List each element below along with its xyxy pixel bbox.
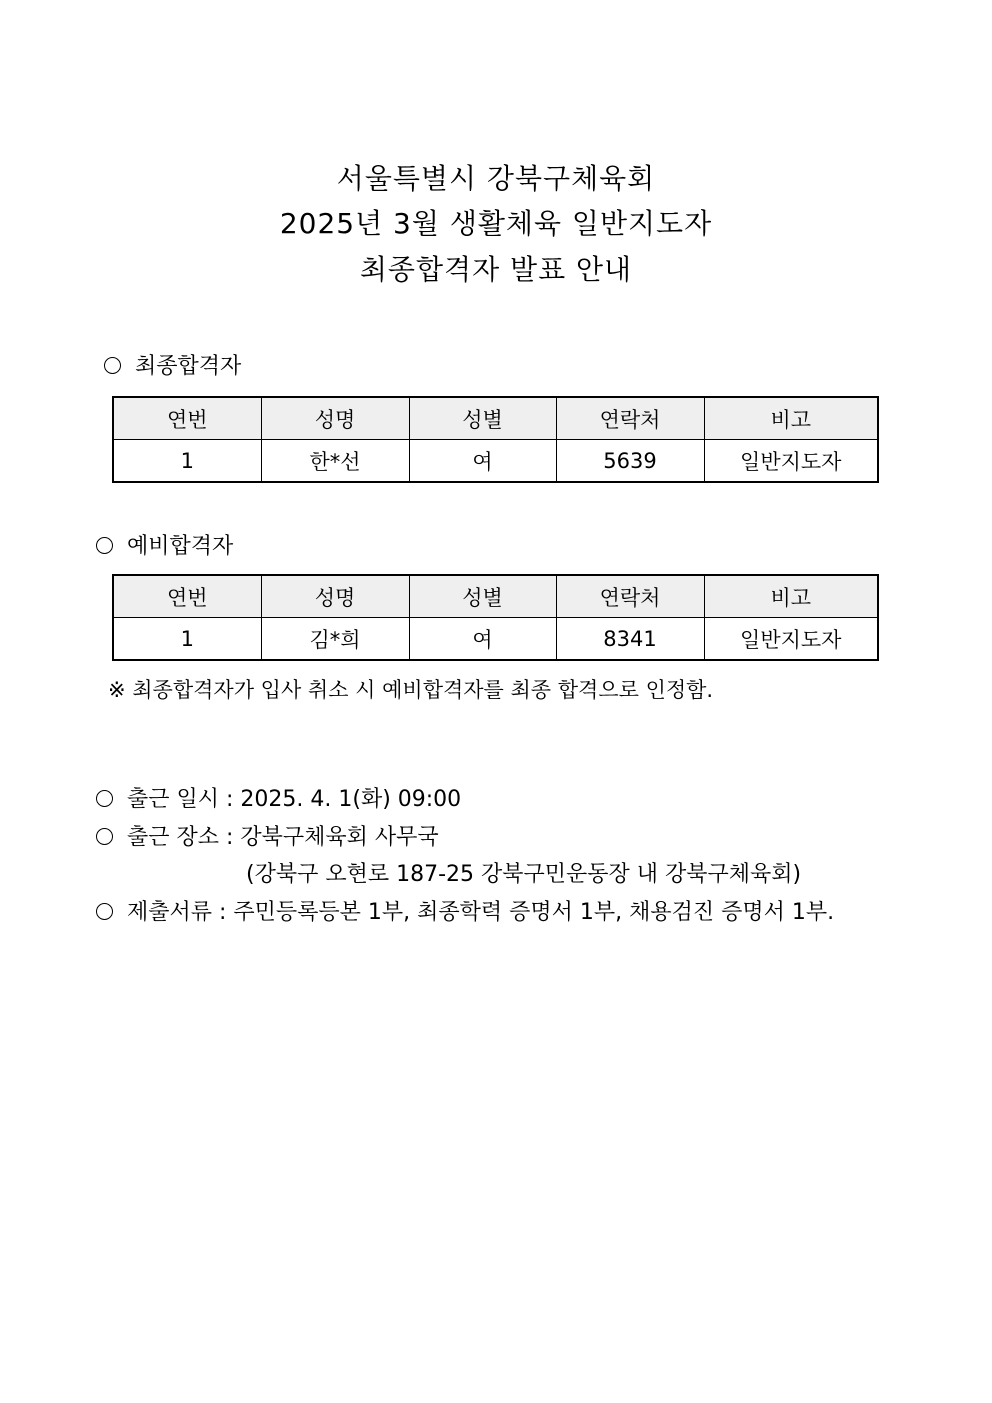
reserve-section-heading <box>96 533 233 561</box>
title-line-1: 서울특별시 강북구체육회 <box>336 162 656 195</box>
start-date-line <box>96 786 461 814</box>
column-header: 성명 <box>261 575 409 618</box>
column-header: 성별 <box>409 397 556 440</box>
circle-bullet-icon <box>96 537 113 554</box>
address-line: (강북구 오현로 187-25 강북구민운동장 내 강북구체육회) <box>246 862 802 887</box>
table-row <box>113 440 878 483</box>
start-date-text: 출근 일시 : 2025. 4. 1(화) 09:00 <box>127 787 462 812</box>
title-line-3: 최종합격자 발표 안내 <box>359 253 633 286</box>
reserve-note: ※ 최종합격자가 입사 취소 시 예비합격자를 최종 합격으로 인정함. <box>108 678 714 702</box>
column-header: 연락처 <box>556 575 704 618</box>
reserve-heading-text: 예비합격자 <box>127 534 234 559</box>
table-cell: 5639 <box>556 440 704 483</box>
table-cell: 여 <box>409 618 556 661</box>
final-table <box>112 396 879 483</box>
table-cell: 일반지도자 <box>704 440 878 483</box>
table-cell: 일반지도자 <box>704 618 878 661</box>
circle-bullet-icon <box>96 903 113 920</box>
table-cell: 1 <box>113 618 261 661</box>
location-text: 출근 장소 : 강북구체육회 사무국 <box>127 825 439 850</box>
table-cell: 여 <box>409 440 556 483</box>
table-cell: 김*희 <box>261 618 409 661</box>
column-header: 비고 <box>704 397 878 440</box>
final-section-heading <box>104 353 241 381</box>
table-header-row <box>113 575 878 618</box>
column-header: 연번 <box>113 575 261 618</box>
column-header: 비고 <box>704 575 878 618</box>
final-heading-text: 최종합격자 <box>135 354 242 379</box>
table-row <box>113 618 878 661</box>
table-cell: 8341 <box>556 618 704 661</box>
column-header: 성별 <box>409 575 556 618</box>
circle-bullet-icon <box>96 828 113 845</box>
circle-bullet-icon <box>104 357 121 374</box>
title-line-2: 2025년 3월 생활체육 일반지도자 <box>279 207 713 240</box>
table-cell: 한*선 <box>261 440 409 483</box>
reserve-table <box>112 574 879 661</box>
location-line <box>96 824 439 852</box>
column-header: 성명 <box>261 397 409 440</box>
table-cell: 1 <box>113 440 261 483</box>
column-header: 연락처 <box>556 397 704 440</box>
column-header: 연번 <box>113 397 261 440</box>
circle-bullet-icon <box>96 790 113 807</box>
documents-line <box>96 899 834 927</box>
table-header-row <box>113 397 878 440</box>
documents-text: 제출서류 : 주민등록등본 1부, 최종학력 증명서 1부, 채용검진 증명서 1부. <box>127 900 835 925</box>
